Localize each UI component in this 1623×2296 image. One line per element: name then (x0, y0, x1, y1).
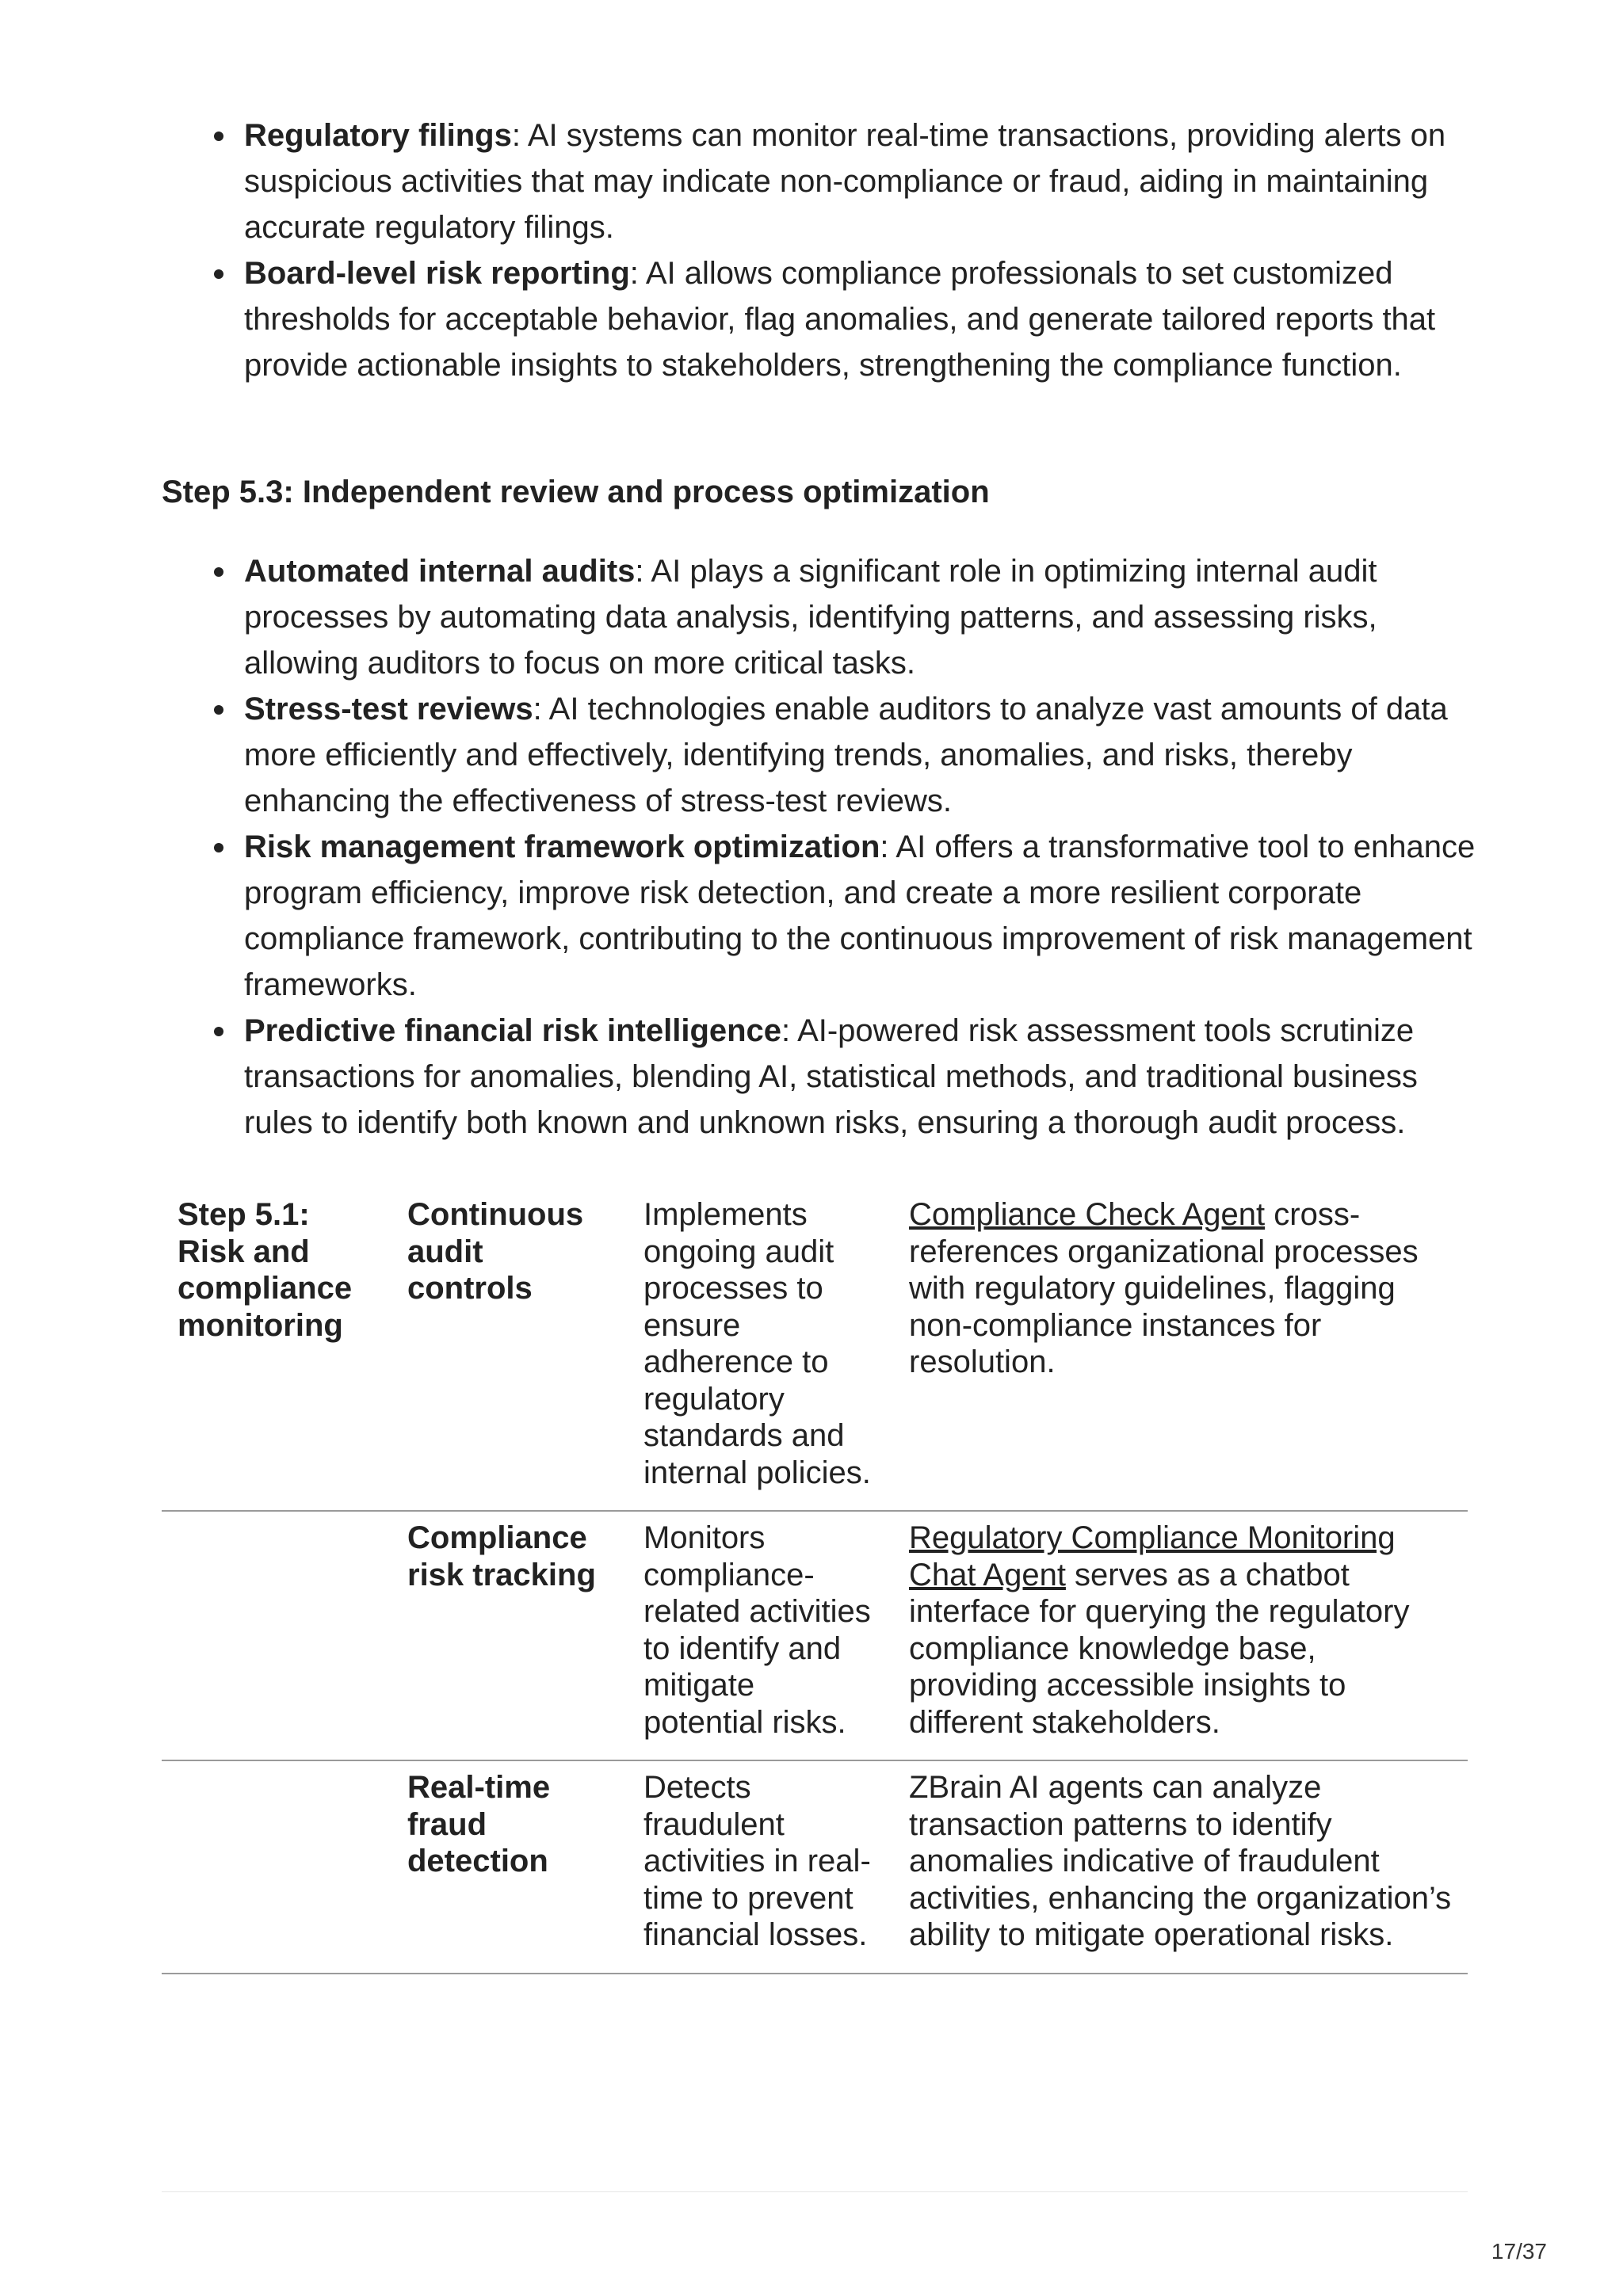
section-heading: Step 5.3: Independent review and process optimization (162, 475, 990, 509)
list-item-term: Risk management framework optimization (244, 830, 880, 864)
agent-text: cross-references organizational processes with regulatory guidelines, flagging non-compliance instances for resolution. (909, 1197, 1419, 1379)
agent-cell (893, 1511, 1468, 1760)
page-number: 17/37 (1491, 2239, 1547, 2264)
bullet-list-section (214, 548, 1482, 1146)
table-row (162, 1511, 1468, 1760)
list-item (214, 686, 1482, 824)
agent-cell (893, 1188, 1468, 1511)
bullet-icon (214, 843, 223, 852)
control-name-cell: Continuous audit controls (391, 1188, 628, 1511)
control-name-cell: Real-time fraud detection (391, 1760, 628, 1974)
list-item-text: : AI offers a transformative tool to enhance program efficiency, improve risk detection, and create a more resilient corporate compliance framework, contributing to the continuous improvement of risk management frameworks. (244, 830, 1476, 1002)
list-item (214, 113, 1482, 250)
step-cell (162, 1511, 391, 1760)
control-name-cell: Compliance risk tracking (391, 1511, 628, 1760)
list-item-term: Automated internal audits (244, 554, 636, 589)
list-item-term: Predictive financial risk intelligence (244, 1013, 782, 1048)
list-item-text: : AI plays a significant role in optimizing internal audit processes by automating data analysis, identifying patterns, and assessing risks, allowing auditors to focus on more critical tasks. (244, 554, 1377, 681)
footer-divider (162, 2191, 1468, 2192)
table-row (162, 1760, 1468, 1974)
agent-text: serves as a chatbot interface for querying the regulatory compliance knowledge base, providing accessible insights to different stakeholders. (909, 1557, 1410, 1740)
list-item (214, 548, 1482, 686)
list-item-text: : AI allows compliance professionals to set customized thresholds for acceptable behavior, flag anomalies, and generate tailored reports that provide actionable insights to stakeholders, strengthening the compliance function. (244, 256, 1436, 383)
bullet-icon (214, 567, 223, 577)
list-item (214, 250, 1482, 388)
description-cell: Detects fraudulent activities in real-time to prevent financial losses. (628, 1760, 893, 1974)
list-item-term: Board-level risk reporting (244, 256, 630, 291)
description-cell: Monitors compliance-related activities to identify and mitigate potential risks. (628, 1511, 893, 1760)
bullet-icon (214, 1027, 223, 1036)
agent-link[interactable]: Compliance Check Agent (909, 1197, 1266, 1232)
list-item-text: : AI technologies enable auditors to analyze vast amounts of data more efficiently and effectively, identifying trends, anomalies, and risks, thereby enhancing the effectiveness of stress-test reviews. (244, 692, 1448, 818)
description-cell: Implements ongoing audit processes to ensure adherence to regulatory standards and internal policies. (628, 1188, 893, 1511)
bullet-icon (214, 705, 223, 715)
bullet-icon (214, 269, 223, 279)
list-item-text: : AI systems can monitor real-time transactions, providing alerts on suspicious activities that may indicate non-compliance or fraud, aiding in maintaining accurate regulatory filings. (244, 118, 1446, 245)
list-item (214, 824, 1482, 1008)
bullet-list-top (214, 113, 1482, 388)
steps-table (162, 1188, 1468, 1974)
agent-cell (893, 1760, 1468, 1974)
list-item-term: Regulatory filings (244, 118, 512, 153)
bullet-icon (214, 132, 223, 141)
step-cell: Step 5.1: Risk and compliance monitoring (162, 1188, 391, 1511)
agent-text: ZBrain AI agents can analyze transaction patterns to identify anomalies indicative of fraudulent activities, enhancing the organization’s ability to mitigate operational risks. (909, 1770, 1452, 1952)
agent-link[interactable]: Regulatory Compliance Monitoring Chat Agent (909, 1520, 1396, 1592)
table-row (162, 1188, 1468, 1511)
list-item-term: Stress-test reviews (244, 692, 533, 727)
list-item (214, 1008, 1482, 1146)
step-cell (162, 1760, 391, 1974)
list-item-text: : AI-powered risk assessment tools scrutinize transactions for anomalies, blending AI, statistical methods, and traditional business rules to identify both known and unknown risks, ensuring a thorough audit process. (244, 1013, 1418, 1140)
